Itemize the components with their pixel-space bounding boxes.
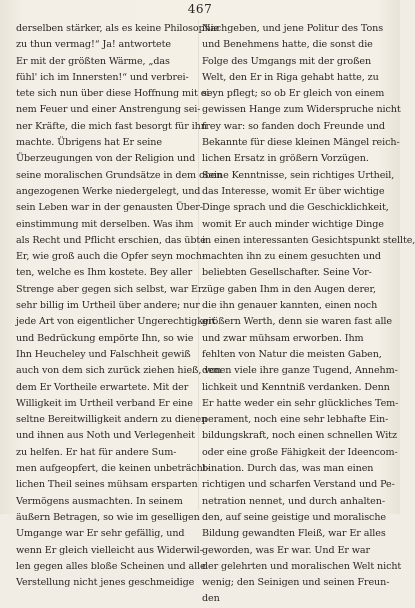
text-line: beliebten Gesellschafter. Seine Vor- <box>202 267 372 279</box>
text-line: Bekannte für diese kleinen Mängel reich- <box>202 137 400 149</box>
text-line: größern Werth, denn sie waren fast alle <box>202 316 392 328</box>
text-line: und zwar mühsam erworben. Ihm <box>202 332 364 344</box>
page-number: 467 <box>187 2 213 16</box>
text-line: oder eine große Fähigkeit der Ideencom- <box>202 446 398 458</box>
text-line: seyn pflegt; so ob Er gleich von einem <box>202 88 385 100</box>
text-line: womit Er auch minder wichtige Dinge <box>202 218 384 230</box>
text-line: den <box>202 593 220 605</box>
text-line: Er hatte weder ein sehr glückliches Tem- <box>202 397 399 409</box>
text-line: einstimmung mit derselben. Was ihm <box>16 218 194 230</box>
text-line: denen viele ihre ganze Tugend, Annehm- <box>202 365 398 377</box>
text-line: Nachgeben, und jene Politur des Tons <box>202 23 384 34</box>
text-line: lichkeit und Kenntniß verdanken. Denn <box>202 381 390 393</box>
text-line: Willigkeit im Urtheil verband Er eine <box>16 397 193 409</box>
text-line: in einen interessanten Gesichtspunkt stellte, <box>202 234 415 246</box>
text-line: Folge des Umgangs mit der großen <box>202 55 372 67</box>
text-line: len gegen alles bloße Scheinen und alle <box>16 560 206 572</box>
text-line: auch von dem sich zurück ziehen hieß, von <box>16 365 222 377</box>
text-line: zu thun vermag!“ Ja! antwortete <box>16 39 171 51</box>
text-line: wenn Er gleich vielleicht aus Widerwil- <box>16 544 203 556</box>
text-line: Er, wie groß auch die Opfer seyn moch- <box>16 251 206 263</box>
text-line: der gelehrten und moralischen Welt nicht <box>202 560 402 572</box>
text-line: Umgange war Er sehr gefällig, und <box>16 528 185 540</box>
text-line: frey war: so fanden doch Freunde und <box>202 120 385 132</box>
text-line: und Bedrückung empörte Ihn, so wie <box>16 332 194 344</box>
text-line: bildungskraft, noch einen schnellen Witz <box>202 430 397 442</box>
left-column <box>16 21 223 591</box>
text-line: sein Leben war in der genausten Über- <box>16 202 203 214</box>
text-line: fühl' ich im Innersten!“ und verbrei- <box>16 71 189 83</box>
text-line: ner Kräfte, die mich fast besorgt für ihn <box>16 120 207 132</box>
text-line: men aufgeopfert, die keinen unbeträcht- <box>16 463 210 475</box>
text-line: gewissen Hange zum Widerspruche nicht <box>202 104 401 116</box>
text-line: Vermögens ausmachten. In seinem <box>16 495 183 507</box>
right-column <box>202 21 415 608</box>
text-line: zu helfen. Er hat für andere Sum- <box>16 446 177 458</box>
text-line: Welt, den Er in Riga gehabt hatte, zu <box>202 71 379 83</box>
text-line: jede Art von eigentlicher Ungerechtigkeit <box>16 316 216 328</box>
text-line: nem Feuer und einer Anstrengung sei- <box>16 104 201 116</box>
text-line: Dinge sprach und die Geschicklichkeit, <box>202 202 389 214</box>
text-line: lichen Ersatz in größern Vorzügen. <box>202 153 369 165</box>
text-line: Verstellung nicht jenes geschmeidige <box>16 577 195 589</box>
text-line: die ihn genauer kannten, einen noch <box>202 300 378 312</box>
text-line: lichen Theil seines mühsam ersparten <box>16 479 198 491</box>
text-line: machten ihn zu einem gesuchten und <box>202 251 381 263</box>
text-line: das Interesse, womit Er über wichtige <box>202 185 385 197</box>
text-line: Er mit der größten Wärme, „das <box>16 55 170 67</box>
text-line: bination. Durch das, was man einen <box>202 463 374 475</box>
text-line: netration nennet, und durch anhalten- <box>202 495 385 507</box>
text-line: Seine Kenntnisse, sein richtiges Urtheil, <box>202 169 395 181</box>
text-line: seine moralischen Grundsätze in dem oben <box>16 169 223 181</box>
text-line: angezogenen Werke niedergelegt, und <box>16 185 201 197</box>
text-line: fehlten von Natur die meisten Gaben, <box>202 348 382 360</box>
text-line: Überzeugungen von der Religion und <box>16 153 196 165</box>
text-line: perament, noch eine sehr lebhafte Ein- <box>202 414 389 426</box>
text-line: Bildung gewandten Fleiß, war Er alles <box>202 528 386 540</box>
text-line: als Recht und Pflicht erschien, das übte <box>16 234 206 246</box>
text-line: derselben stärker, als es keine Philosophie <box>16 23 220 34</box>
text-line: äußern Betragen, so wie im geselligen <box>16 511 200 523</box>
text-line: sehr billig im Urtheil über andere; nur <box>16 300 200 312</box>
text-line: und ihnen aus Noth und Verlegenheit <box>16 430 195 442</box>
text-line: machte. Übrigens hat Er seine <box>16 137 162 149</box>
text-line: ten, welche es Ihm kostete. Bey aller <box>16 267 193 279</box>
text-line: tete sich nun über diese Hoffnung mit ei- <box>16 88 213 100</box>
text-line: Strenge aber gegen sich selbst, war Er <box>16 283 203 295</box>
text-line: züge gaben Ihm in den Augen derer, <box>202 283 376 295</box>
text-line: richtigen und scharfen Verstand und Pe- <box>202 479 395 491</box>
text-line: seltne Bereitwilligkeit andern zu dienen <box>16 414 208 426</box>
text-line: wenig; den Seinigen und seinen Freun- <box>202 577 390 589</box>
text-line: geworden, was Er war. Und Er war <box>202 544 371 556</box>
text-line: den, auf seine geistige und moralische <box>202 511 386 523</box>
text-line: und Benehmens hatte, die sonst die <box>202 39 373 51</box>
text-line: Ihn Heucheley und Falschheit gewiß <box>16 348 191 360</box>
text-line: dem Er Vortheile erwartete. Mit der <box>16 381 189 393</box>
